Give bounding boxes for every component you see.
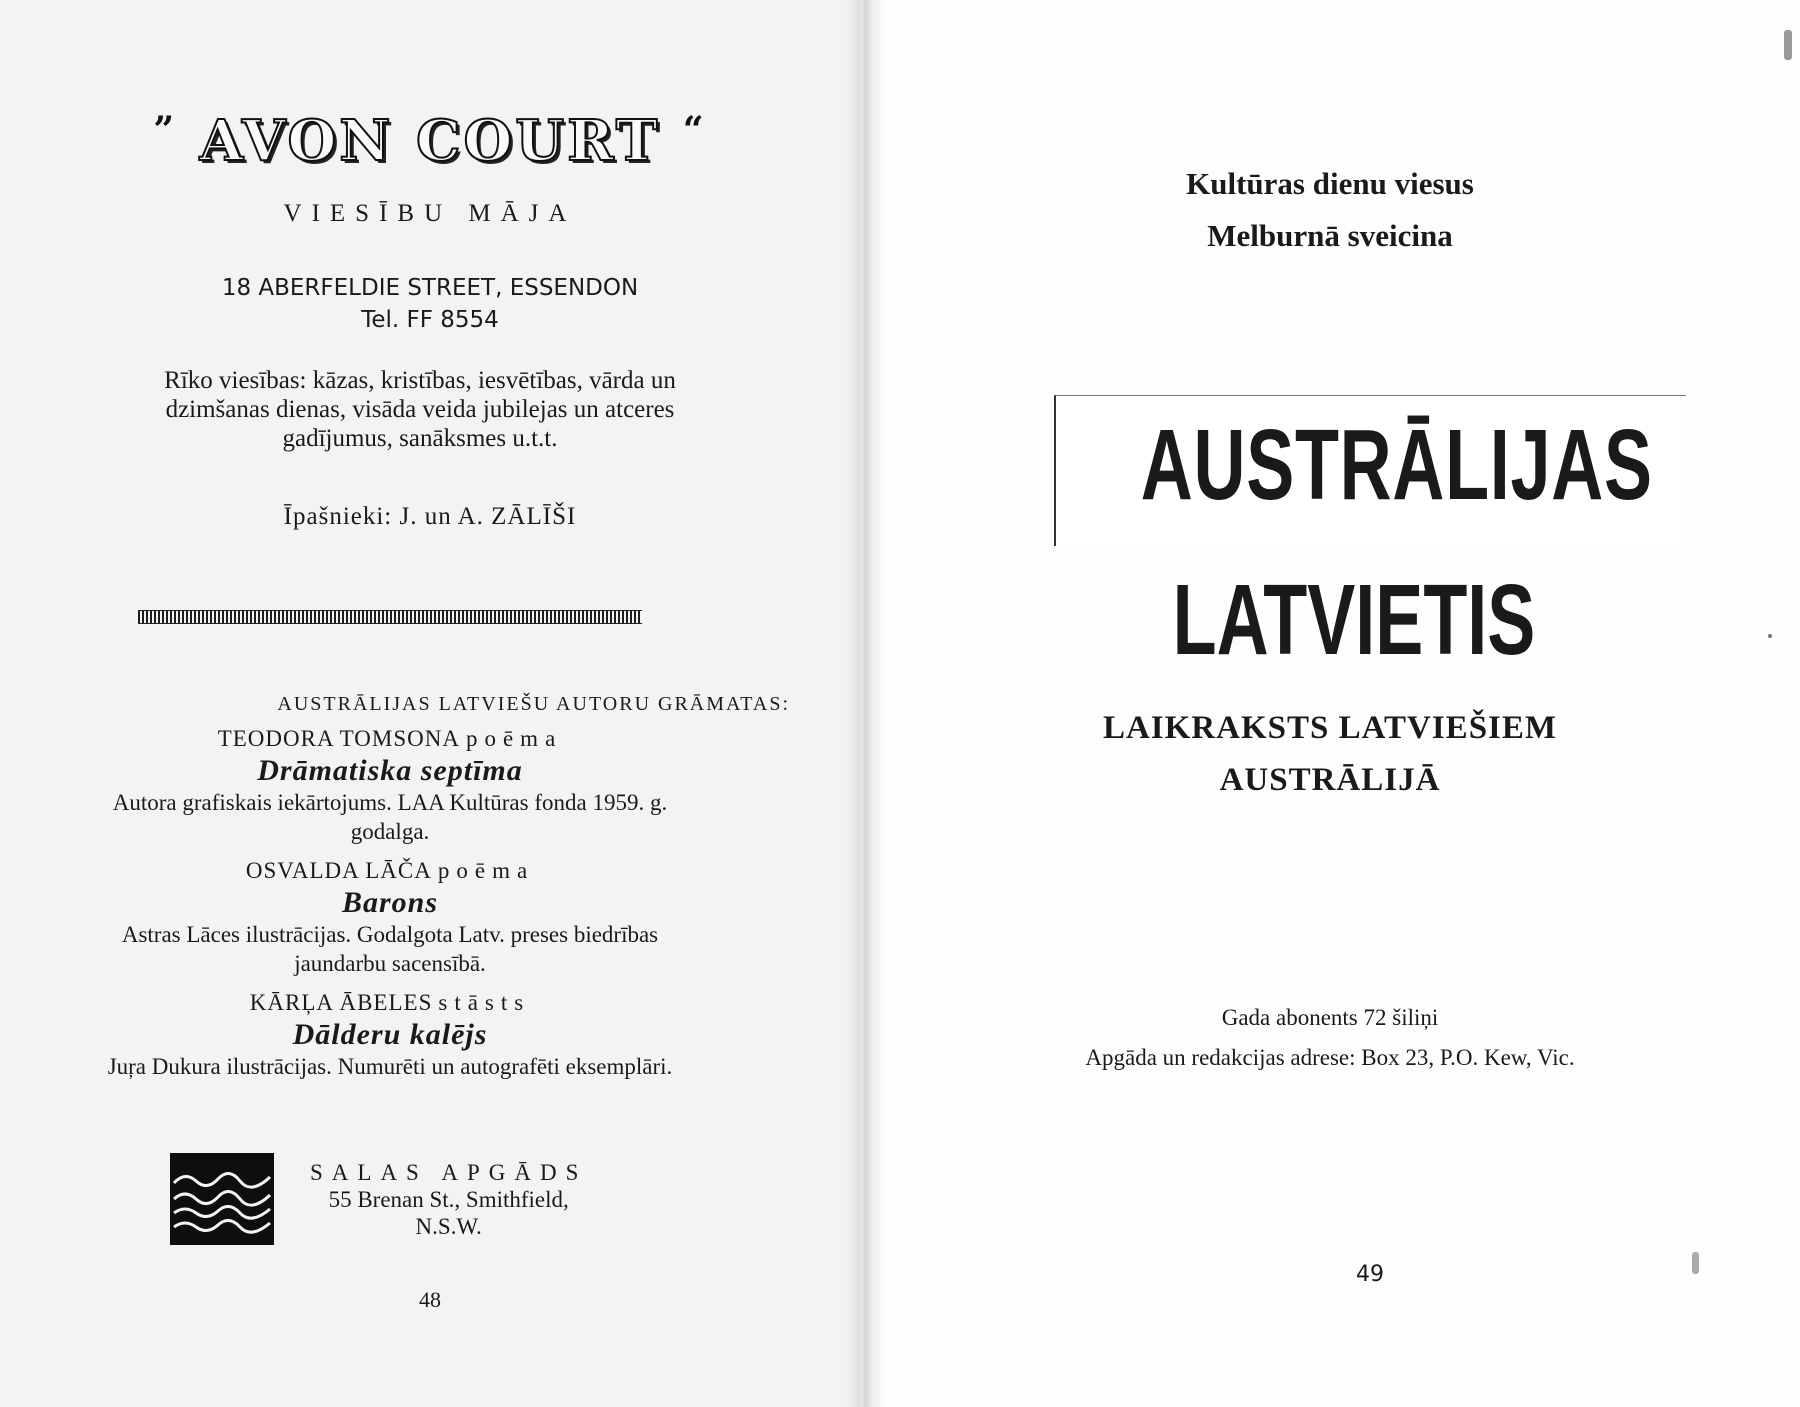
book-title: Drāmatiska septīma: [257, 754, 523, 787]
greeting-line-1: Kultūras dienu viesus: [1186, 166, 1474, 201]
page-number-right: 49: [1356, 1262, 1384, 1287]
venue-address: [0, 272, 860, 336]
masthead-line-2: LATVIETIS: [1172, 564, 1536, 676]
tagline-line-2: AUSTRĀLIJĀ: [1219, 762, 1441, 798]
book-title: Barons: [341, 886, 439, 919]
left-page: [0, 0, 860, 1407]
subscription-info: [860, 998, 1800, 1078]
print-speck: [1784, 30, 1792, 60]
events-description: Rīko viesības: kāzas, kristības, iesvētības, vārda un dzimšanas dienas, visāda veida jubilejas un atceres gadījumus, sanāksmes u.t.t.: [164, 367, 676, 452]
avon-court-heading: [0, 108, 860, 174]
publisher-address: 55 Brenan St., Smithfield,: [328, 1187, 569, 1212]
book-description: Astras Lāces ilustrācijas. Godalgota Latv. preses biedrības jaundarbu sacensībā.: [121, 922, 659, 976]
publisher-text: [310, 1159, 587, 1240]
book-author: KĀRĻA ĀBELES: [249, 990, 433, 1015]
subscription-price: Gada abonents 72 šiliņi: [1221, 1005, 1439, 1030]
publisher-name: SALAS APGĀDS: [310, 1160, 588, 1185]
book-author-line: [100, 724, 680, 754]
opening-quote: ”: [153, 109, 178, 151]
book-item: [100, 988, 680, 1081]
newspaper-tagline: [860, 702, 1800, 806]
book-author-line: [100, 856, 680, 886]
closing-quote: “: [682, 109, 707, 151]
book-description: Juŗa Dukura ilustrācijas. Numurēti un autografēti eksemplāri.: [107, 1054, 673, 1079]
book-kind: stāsts: [438, 990, 531, 1015]
address-street: 18 ABERFELDIE STREET, ESSENDON: [221, 275, 639, 301]
owners-line: Īpašnieki: J. un A. ZĀLĪŠI: [283, 503, 577, 530]
publisher-wave-logo-icon: [170, 1153, 274, 1245]
book-item: [100, 856, 680, 978]
greeting: [860, 158, 1800, 262]
publisher-state: N.S.W.: [415, 1214, 482, 1239]
book-kind: poēma: [465, 726, 563, 751]
book-author-line: [100, 988, 680, 1018]
print-speck: [1692, 1252, 1699, 1274]
book-title: Dālderu kalējs: [292, 1018, 488, 1051]
print-speck: [1768, 634, 1772, 638]
book-kind: poēma: [437, 858, 535, 883]
book-list: [100, 724, 680, 1091]
avon-court-title: AVON COURT: [199, 108, 661, 174]
books-header: AUSTRĀLIJAS LATVIEŠU AUTORU GRĀMATAS:: [277, 693, 790, 715]
greeting-line-2: Melburnā sveicina: [1207, 218, 1453, 253]
page-number-left: 48: [419, 1287, 441, 1312]
book-item: [100, 724, 680, 846]
book-description: Autora grafiskais iekārtojums. LAA Kultūras fonda 1959. g. godalga.: [112, 790, 668, 844]
editorial-address: Apgāda un redakcijas adrese: Box 23, P.O. Kew, Vic.: [1085, 1045, 1575, 1070]
book-author: TEODORA TOMSONA: [217, 726, 460, 751]
masthead-line-1: AUSTRĀLIJAS: [1140, 409, 1653, 521]
tagline-line-1: LAIKRAKSTS LATVIEŠIEM: [1102, 710, 1558, 746]
decorative-rule: [138, 610, 642, 624]
publisher-block: [170, 1153, 670, 1253]
address-phone: Tel. FF 8554: [361, 307, 499, 333]
venue-subtitle: VIESĪBU MĀJA: [283, 200, 577, 227]
book-author: OSVALDA LĀČA: [245, 858, 432, 883]
